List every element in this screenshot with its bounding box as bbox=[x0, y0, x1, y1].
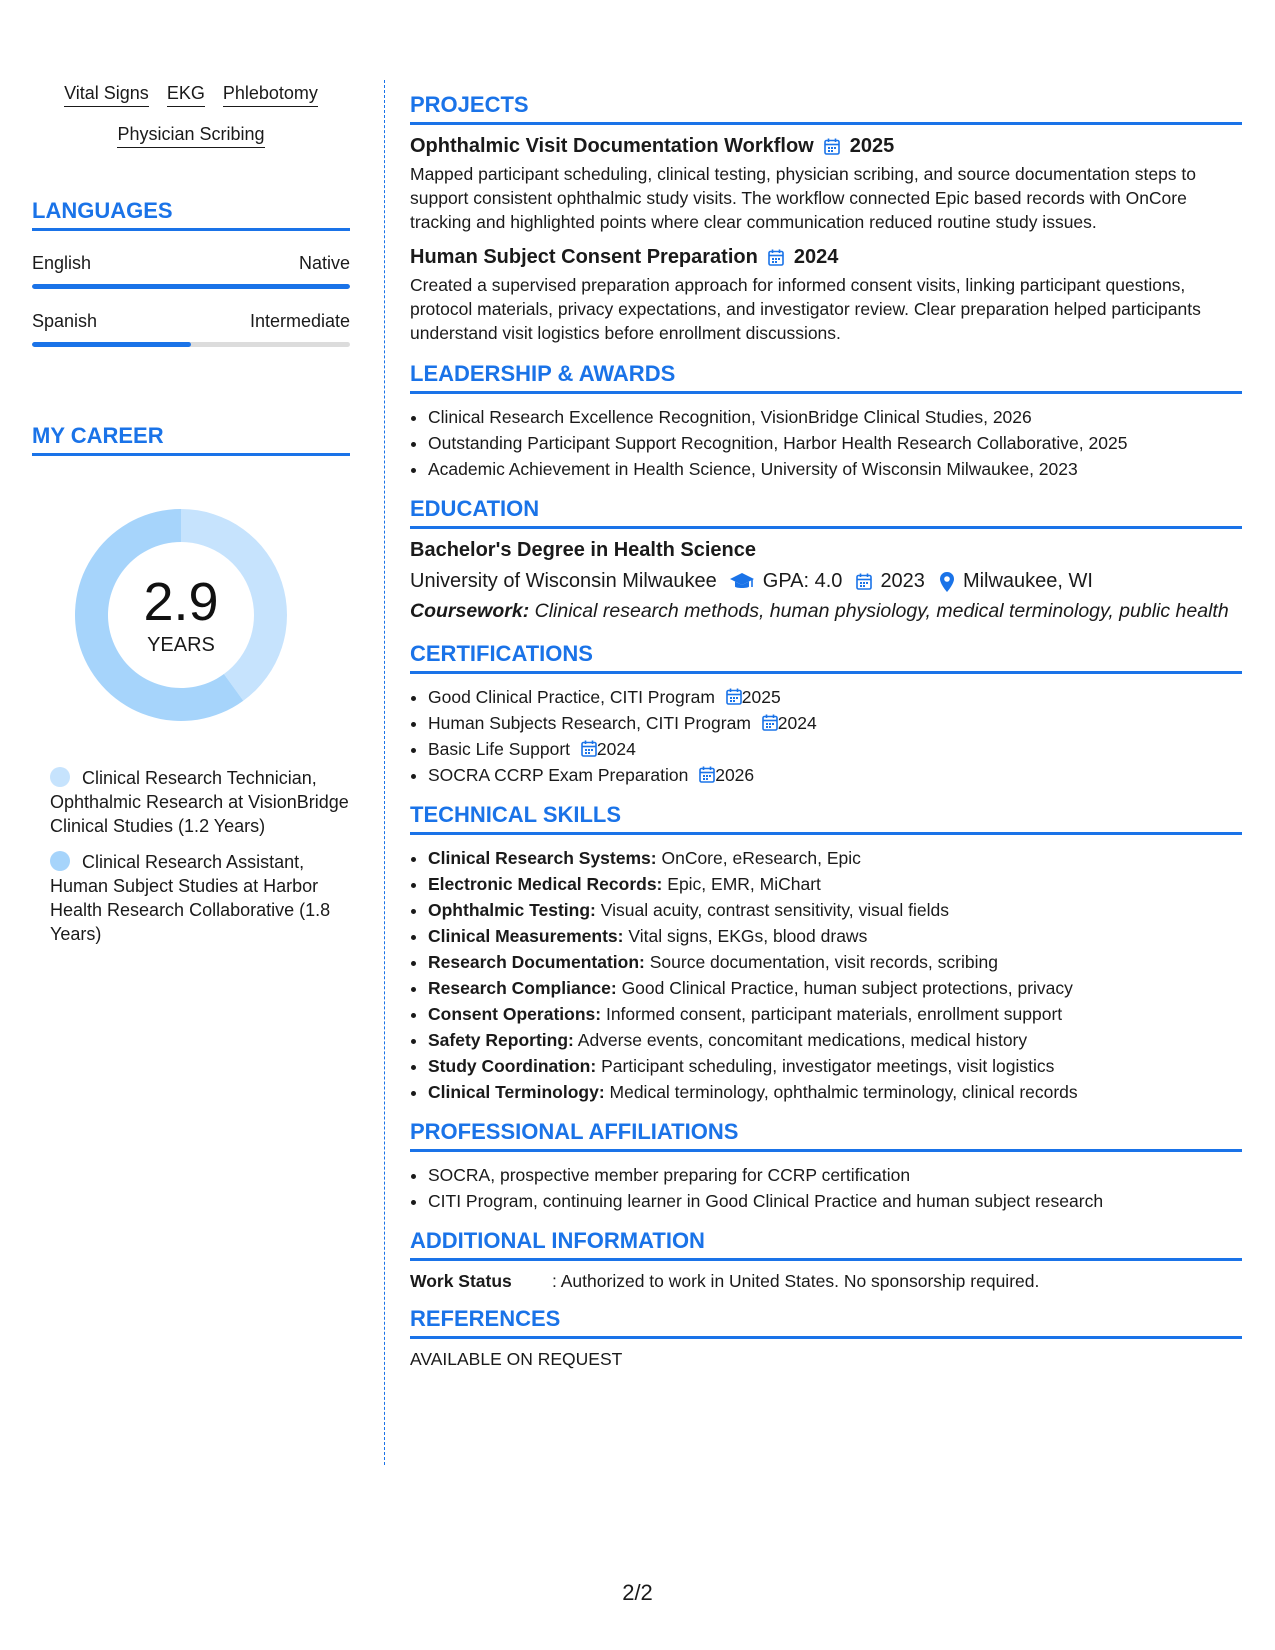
affiliations-list bbox=[410, 1162, 1242, 1214]
calendar-icon bbox=[856, 573, 872, 590]
affiliations-section bbox=[410, 1119, 1242, 1214]
skill-value: OnCore, eResearch, Epic bbox=[661, 848, 861, 868]
career-heading: MY CAREER bbox=[32, 423, 350, 456]
affiliation-item: • SOCRA, prospective member preparing for CCRP certification bbox=[428, 1162, 1242, 1188]
project-item bbox=[410, 135, 1242, 234]
skill-value: Informed consent, participant materials, enrollment support bbox=[605, 1004, 1063, 1024]
skill-item bbox=[428, 1053, 1242, 1079]
language-level: Native bbox=[298, 253, 350, 273]
skill-item bbox=[428, 845, 1242, 871]
skill-label: Clinical Terminology: bbox=[428, 1082, 605, 1102]
certification-item bbox=[428, 684, 1242, 710]
work-status-value: : Authorized to work in United States. No sponsorship required. bbox=[552, 1271, 1040, 1291]
awards-list bbox=[410, 404, 1242, 482]
technical-skills-heading: TECHNICAL SKILLS bbox=[410, 802, 1242, 835]
skill-item bbox=[428, 975, 1242, 1001]
skill-tag: Physician Scribing bbox=[117, 123, 264, 148]
project-year: 2024 bbox=[793, 246, 839, 268]
graduation-cap-icon bbox=[729, 572, 755, 592]
project-title: Human Subject Consent Preparation bbox=[410, 246, 758, 268]
language-bar-fill bbox=[32, 284, 350, 289]
projects-section bbox=[410, 92, 1242, 345]
calendar-icon bbox=[768, 249, 784, 266]
skill-item bbox=[428, 1001, 1242, 1027]
certification-name: Good Clinical Practice, CITI Program bbox=[428, 687, 715, 707]
certifications-list bbox=[410, 684, 1242, 788]
awards-section bbox=[410, 361, 1242, 482]
technical-skills-list bbox=[410, 845, 1242, 1105]
skill-item bbox=[428, 871, 1242, 897]
education-details bbox=[410, 570, 1242, 593]
skill-value: Adverse events, concomitant medications, medical history bbox=[577, 1030, 1028, 1050]
projects-heading: PROJECTS bbox=[410, 92, 1242, 125]
skill-value: Epic, EMR, MiChart bbox=[667, 874, 821, 894]
skill-tag: Vital Signs bbox=[64, 82, 149, 107]
certifications-heading: CERTIFICATIONS bbox=[410, 641, 1242, 674]
skill-tag: Phlebotomy bbox=[223, 82, 318, 107]
career-role-label: Clinical Research Technician, Ophthalmic Research at VisionBridge Clinical Studies (1.2 Years) bbox=[50, 768, 349, 836]
column-divider bbox=[384, 80, 385, 1465]
skill-item bbox=[428, 949, 1242, 975]
language-bar bbox=[32, 342, 350, 347]
certification-year: 2024 bbox=[777, 713, 817, 733]
skill-label: Clinical Research Systems: bbox=[428, 848, 657, 868]
skill-label: Consent Operations: bbox=[428, 1004, 602, 1024]
language-item bbox=[32, 311, 350, 347]
work-status-row bbox=[410, 1271, 1242, 1292]
skill-tags bbox=[32, 82, 350, 148]
references-heading: REFERENCES bbox=[410, 1306, 1242, 1339]
skill-item bbox=[428, 1027, 1242, 1053]
career-role-label: Clinical Research Assistant, Human Subject Studies at Harbor Health Research Collaborative (1.8 Years) bbox=[50, 852, 331, 944]
page-number: 2/2 bbox=[622, 1580, 653, 1605]
skill-value: Participant scheduling, investigator meetings, visit logistics bbox=[601, 1056, 1055, 1076]
legend-dot bbox=[50, 851, 70, 871]
affiliations-heading: PROFESSIONAL AFFILIATIONS bbox=[410, 1119, 1242, 1152]
calendar-icon bbox=[581, 740, 597, 757]
language-name: English bbox=[32, 253, 92, 273]
project-item bbox=[410, 246, 1242, 345]
career-legend-item bbox=[50, 850, 350, 946]
certification-item bbox=[428, 762, 1242, 788]
graduation-year: 2023 bbox=[880, 570, 925, 592]
education-heading: EDUCATION bbox=[410, 496, 1242, 529]
skill-tag: EKG bbox=[167, 82, 205, 107]
skill-item bbox=[428, 1079, 1242, 1105]
work-status-label: Work Status bbox=[410, 1271, 512, 1291]
language-level: Intermediate bbox=[249, 311, 350, 331]
map-pin-icon bbox=[939, 571, 955, 593]
skill-label: Ophthalmic Testing: bbox=[428, 900, 596, 920]
award-item: • Academic Achievement in Health Science, University of Wisconsin Milwaukee, 2023 bbox=[428, 456, 1242, 482]
career-section bbox=[32, 423, 350, 946]
skill-label: Safety Reporting: bbox=[428, 1030, 574, 1050]
certification-item bbox=[428, 736, 1242, 762]
career-legend bbox=[50, 766, 350, 946]
skill-label: Electronic Medical Records: bbox=[428, 874, 663, 894]
skill-item bbox=[428, 923, 1242, 949]
award-item: • Clinical Research Excellence Recognition, VisionBridge Clinical Studies, 2026 bbox=[428, 404, 1242, 430]
certification-year: 2026 bbox=[715, 765, 755, 785]
coursework-text: Clinical research methods, human physiology, medical terminology, public health bbox=[534, 600, 1229, 622]
education-location: Milwaukee, WI bbox=[962, 570, 1093, 592]
coursework bbox=[410, 599, 1242, 623]
language-item bbox=[32, 253, 350, 289]
skill-value: Vital signs, EKGs, blood draws bbox=[628, 926, 868, 946]
certification-item bbox=[428, 710, 1242, 736]
gpa: GPA: 4.0 bbox=[762, 570, 843, 592]
degree: Bachelor's Degree in Health Science bbox=[410, 539, 757, 561]
references-text: AVAILABLE ON REQUEST bbox=[410, 1349, 623, 1369]
legend-dot bbox=[50, 767, 70, 787]
skill-label: Clinical Measurements: bbox=[428, 926, 624, 946]
project-title: Ophthalmic Visit Documentation Workflow bbox=[410, 135, 814, 157]
language-bar-fill bbox=[32, 342, 191, 347]
sidebar bbox=[32, 82, 350, 958]
technical-skills-section bbox=[410, 802, 1242, 1105]
project-year: 2025 bbox=[849, 135, 895, 157]
calendar-icon bbox=[726, 688, 742, 705]
award-item: • Outstanding Participant Support Recognition, Harbor Health Research Collaborative, 2025 bbox=[428, 430, 1242, 456]
languages-section bbox=[32, 198, 350, 347]
education-section bbox=[410, 496, 1242, 623]
skill-label: Study Coordination: bbox=[428, 1056, 597, 1076]
career-legend-item bbox=[50, 766, 350, 838]
certification-name: SOCRA CCRP Exam Preparation bbox=[428, 765, 689, 785]
project-description: Mapped participant scheduling, clinical testing, physician scribing, and source documentation steps to support consistent ophthalmic study visits. The workflow connected Epic based records with OnCore tracking and highlighted points where clear communication reduced routine study issues. bbox=[410, 164, 1197, 232]
affiliation-item: • CITI Program, continuing learner in Good Clinical Practice and human subject research bbox=[428, 1188, 1242, 1214]
skill-value: Medical terminology, ophthalmic terminology, clinical records bbox=[609, 1082, 1078, 1102]
project-description: Created a supervised preparation approach for informed consent visits, linking participant questions, protocol materials, privacy expectations, and investigator review. Clear preparation helped participants understand visit logistics before enrollment discussions. bbox=[410, 275, 1201, 343]
career-total: 2.9 bbox=[143, 571, 219, 632]
references-section bbox=[410, 1306, 1242, 1370]
skill-label: Research Compliance: bbox=[428, 978, 617, 998]
language-name: Spanish bbox=[32, 311, 98, 331]
main-content bbox=[410, 92, 1242, 1370]
language-bar bbox=[32, 284, 350, 289]
awards-heading: LEADERSHIP & AWARDS bbox=[410, 361, 1242, 394]
skill-value: Source documentation, visit records, scribing bbox=[649, 952, 998, 972]
additional-info-heading: ADDITIONAL INFORMATION bbox=[410, 1228, 1242, 1261]
career-unit: YEARS bbox=[147, 633, 215, 656]
coursework-label: Coursework: bbox=[410, 600, 530, 622]
school-name: University of Wisconsin Milwaukee bbox=[410, 570, 717, 592]
certifications-section bbox=[410, 641, 1242, 788]
calendar-icon bbox=[699, 766, 715, 783]
certification-year: 2024 bbox=[596, 739, 636, 759]
skill-item bbox=[428, 897, 1242, 923]
certification-name: Basic Life Support bbox=[428, 739, 571, 759]
calendar-icon bbox=[824, 138, 840, 155]
calendar-icon bbox=[762, 714, 778, 731]
skill-label: Research Documentation: bbox=[428, 952, 645, 972]
additional-info-section bbox=[410, 1228, 1242, 1292]
certification-year: 2025 bbox=[741, 687, 781, 707]
certification-name: Human Subjects Research, CITI Program bbox=[428, 713, 751, 733]
skill-value: Visual acuity, contrast sensitivity, visual fields bbox=[600, 900, 949, 920]
skill-value: Good Clinical Practice, human subject protections, privacy bbox=[621, 978, 1073, 998]
languages-heading: LANGUAGES bbox=[32, 198, 350, 231]
career-donut bbox=[66, 500, 296, 730]
